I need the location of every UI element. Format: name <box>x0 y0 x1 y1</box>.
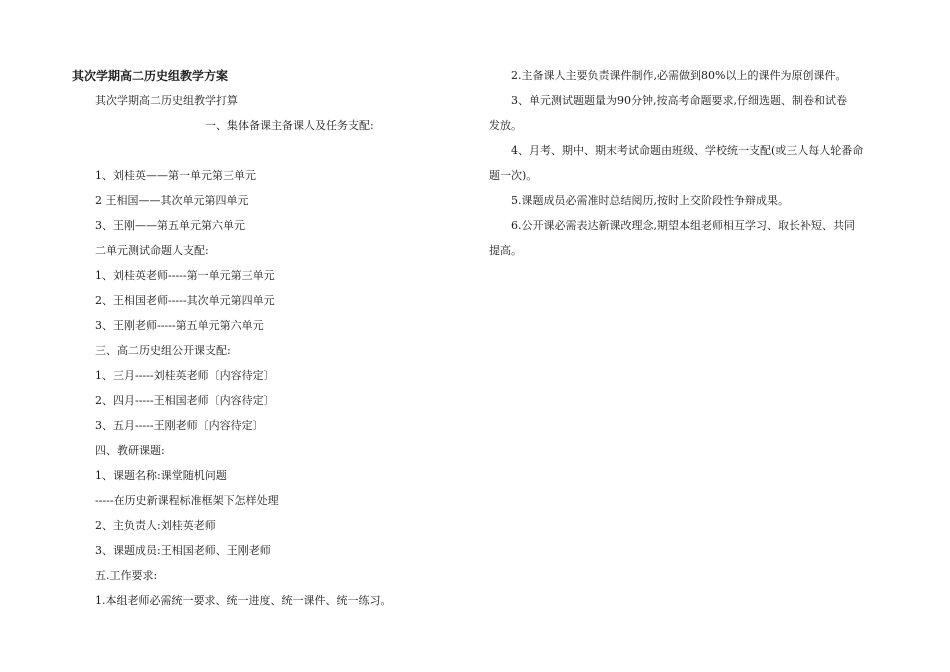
list-item: 1、课题名称:课堂随机问题 <box>95 469 227 482</box>
section-1-heading: 一、集体备课主备课人及任务支配: <box>205 119 374 132</box>
document-subtitle: 其次学期高二历史组教学打算 <box>95 94 238 107</box>
section-2-heading: 二单元测试命题人支配: <box>95 244 209 257</box>
list-item: 2、四月-----王相国老师〔内容待定〕 <box>95 394 275 407</box>
paragraph-line: 3、单元测试题题量为90分钟,按高考命题要求,仔细选题、制卷和试卷 <box>511 94 847 107</box>
section-5-heading: 五.工作要求: <box>95 569 158 582</box>
list-item: 2 王相国——其次单元第四单元 <box>95 194 249 207</box>
list-item: -----在历史新课程标准框架下怎样处理 <box>95 494 279 507</box>
list-item: 1、刘桂英——第一单元第三单元 <box>95 169 256 182</box>
list-item: 1、刘桂英老师-----第一单元第三单元 <box>95 269 275 282</box>
list-item: 1.本组老师必需统一要求、统一进度、统一课件、统一练习。 <box>95 594 392 607</box>
paragraph-line: 题一次)。 <box>489 169 538 182</box>
list-item: 3、课题成员:王相国老师、王刚老师 <box>95 544 271 557</box>
paragraph-line: 4、月考、期中、期末考试命题由班级、学校统一支配(或三人每人轮番命 <box>511 144 864 157</box>
document-title: 其次学期高二历史组教学方案 <box>72 69 229 83</box>
list-item: 1、三月-----刘桂英老师〔内容待定〕 <box>95 369 275 382</box>
paragraph-line: 2.主备课人主要负责课件制作,必需做到80%以上的课件为原创课件。 <box>511 69 847 82</box>
section-3-heading: 三、高二历史组公开课支配: <box>95 344 231 357</box>
paragraph-line: 发放。 <box>489 119 522 132</box>
list-item: 3、王刚老师-----第五单元第六单元 <box>95 319 264 332</box>
list-item: 2、王相国老师-----其次单元第四单元 <box>95 294 275 307</box>
paragraph-line: 5.课题成员必需准时总结阅历,按时上交阶段性争辩成果。 <box>511 194 789 207</box>
list-item: 3、王刚——第五单元第六单元 <box>95 219 245 232</box>
section-4-heading: 四、教研课题: <box>95 444 165 457</box>
list-item: 2、主负责人:刘桂英老师 <box>95 519 216 532</box>
paragraph-line: 提高。 <box>489 244 522 257</box>
list-item: 3、五月-----王刚老师〔内容待定〕 <box>95 419 264 432</box>
paragraph-line: 6.公开课必需表达新课改理念,期望本组老师相互学习、取长补短、共同 <box>511 219 855 232</box>
